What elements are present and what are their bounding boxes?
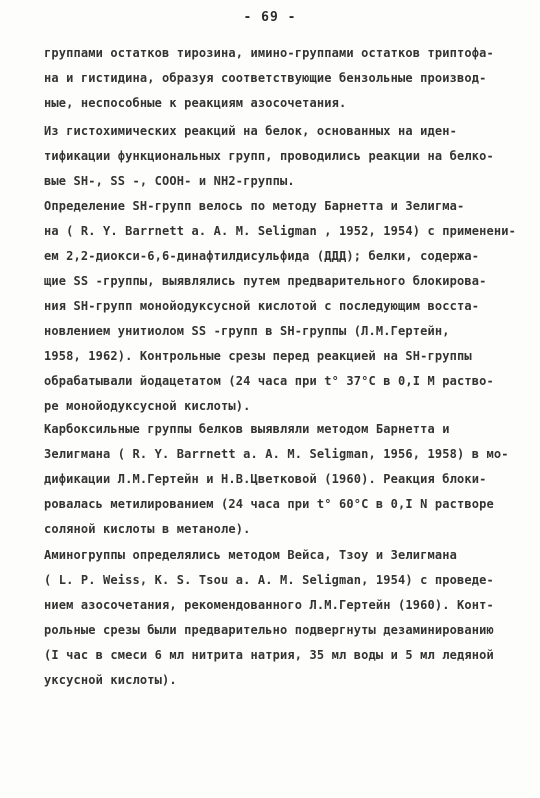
text-line: Из гистохимических реакций на белок, основанных на иден-	[44, 124, 457, 138]
text-line: Аминогруппы определялись методом Вейса, Тзоу и Зелигмана	[44, 548, 457, 562]
text-line: щие SS -группы, выявлялись путем предварительного блокирова-	[44, 274, 487, 288]
text-line: на ( R. Y. Barrnett a. A. M. Seligman , 1952, 1954) с применени-	[44, 224, 516, 238]
text-line: уксусной кислоты).	[44, 673, 177, 687]
text-line: ния SH-групп монойодуксусной кислотой с последующим восста-	[44, 299, 480, 313]
text-line: на и гистидина, образуя соответствующие бензольные производ-	[44, 71, 487, 85]
text-line: ем 2,2-диокси-6,6-динафтилдисульфида (ДДД); белки, содержа-	[44, 249, 480, 263]
text-line: Карбоксильные группы белков выявляли методом Барнетта и	[44, 422, 450, 436]
text-line: обрабатывали йодацетатом (24 часа при t° 37°С в 0,I М раство-	[44, 374, 494, 388]
text-line: вые SH-, SS -, СООН- и NH2-группы.	[44, 174, 295, 188]
text-line: нием азосочетания, рекомендованного Л.М.Гертейн (1960). Конт-	[44, 598, 494, 612]
text-line: тификации функциональных групп, проводились реакции на белко-	[44, 149, 494, 163]
text-line: новлением унитиолом SS -групп в SH-группы (Л.М.Гертейн,	[44, 324, 450, 338]
text-line: соляной кислоты в метаноле).	[44, 522, 251, 536]
text-line: ровалась метилированием (24 часа при t° 60°С в 0,I N растворе	[44, 497, 494, 511]
page-number: - 69 -	[243, 10, 297, 25]
text-line: ( L. P. Weiss, K. S. Tsou a. A. M. Seligman, 1954) с проведе-	[44, 573, 494, 587]
text-line: рольные срезы были предварительно подвергнуты дезаминированию	[44, 623, 494, 637]
text-line: ные, неспособные к реакциям азосочетания.	[44, 96, 347, 110]
text-line: (I час в смеси 6 мл нитрита натрия, 35 мл воды и 5 мл ледяной	[44, 648, 494, 662]
text-line: Зелигмана ( R. Y. Barrnett a. A. M. Seligman, 1956, 1958) в мо-	[44, 447, 509, 461]
text-line: группами остатков тирозина, имино-группами остатков триптофа-	[44, 46, 494, 60]
text-line: 1958, 1962). Контрольные срезы перед реакцией на SH-группы	[44, 349, 472, 363]
text-line: дификации Л.М.Гертейн и Н.В.Цветковой (1960). Реакция блоки-	[44, 472, 487, 486]
text-line: Определение SH-групп велось по методу Барнетта и Зелигма-	[44, 199, 465, 213]
text-line: ре монойодуксусной кислоты).	[44, 399, 251, 413]
